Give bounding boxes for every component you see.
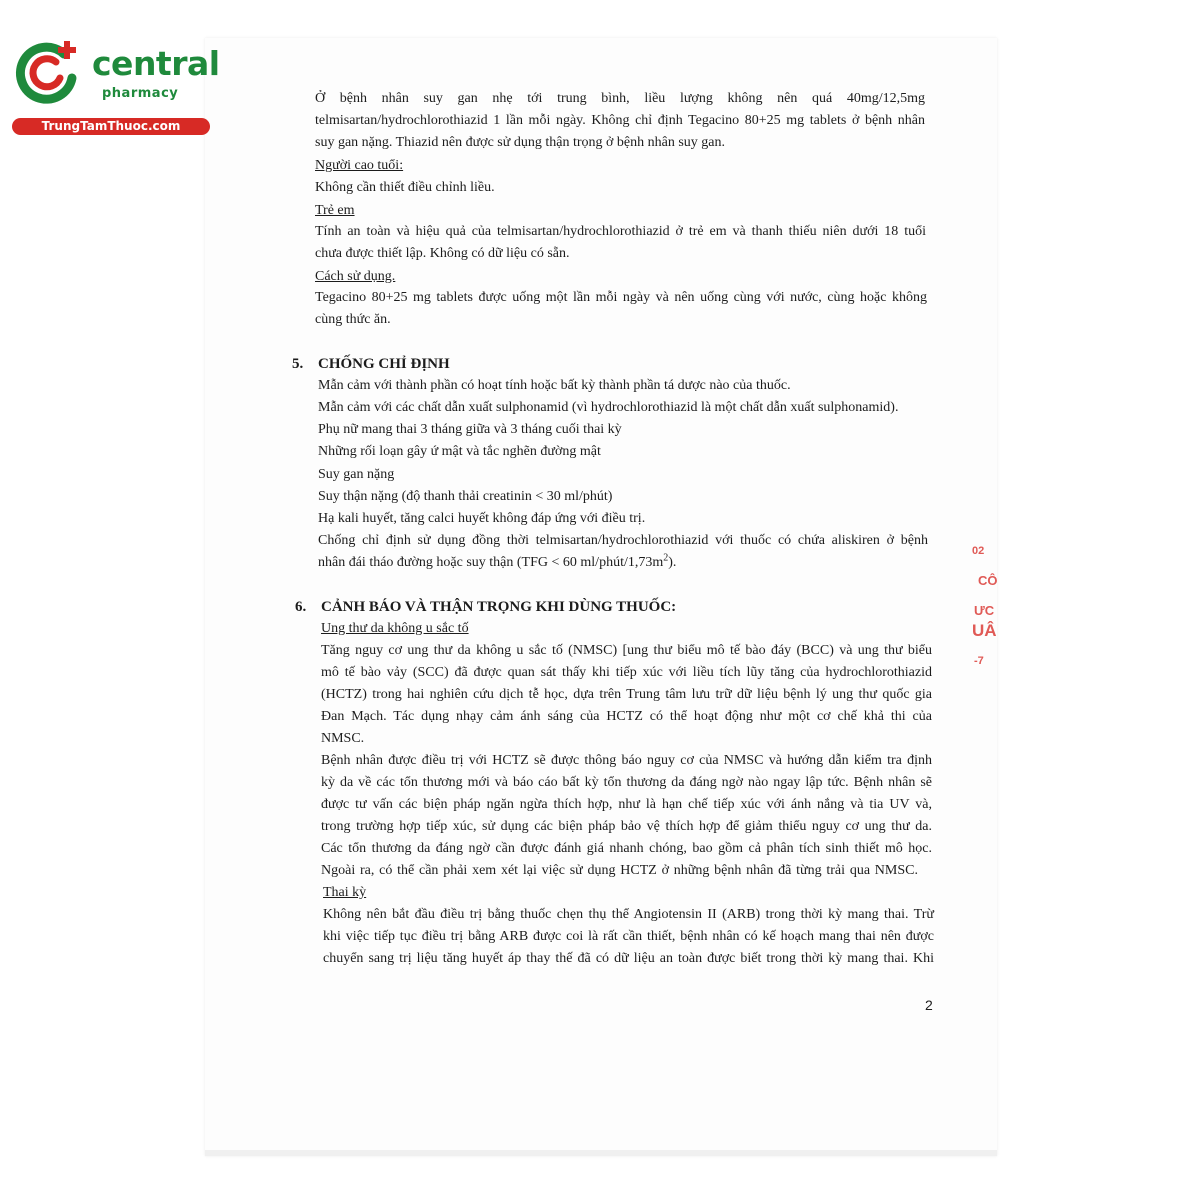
text-line: Tegacino 80+25 mg tablets được uống một lần mỗi ngày và nên uống cùng với nước, cùng hoặc không: [315, 290, 927, 305]
section-heading-5: [292, 353, 450, 375]
text-line: Không cần thiết điều chỉnh liều.: [315, 180, 495, 195]
list-item-text-end: ).: [668, 555, 677, 570]
central-pharmacy-logo[interactable]: [12, 38, 220, 138]
superscript: 2: [663, 552, 669, 564]
list-item: Những rối loạn gây ứ mật và tắc nghẽn đường mật: [318, 444, 601, 459]
text-line: Ngoài ra, có thể cần phải xem xét lại việc sử dụng HCTZ ở những bệnh nhân đã từng trải qua NMSC.: [321, 863, 918, 878]
subheading-nmsc: Ung thư da không u sắc tố: [321, 621, 469, 636]
logo-name: central: [92, 44, 220, 83]
subheading-children: Trẻ em: [315, 203, 355, 218]
list-item: [318, 552, 676, 574]
text-line: kỳ da về các tổn thương mới và báo cáo bất kỳ tổn thương da đáng ngờ nào ngay lập tức. Bệnh nhân sẽ: [321, 775, 932, 790]
page-edge: [205, 1150, 997, 1156]
stamp-text: -7: [974, 655, 984, 667]
text-line: chưa được thiết lập. Không có dữ liệu có sẵn.: [315, 246, 570, 261]
stamp-text: 02: [972, 545, 985, 557]
stamp-text: UÂ: [972, 621, 997, 640]
section-heading-6: [295, 596, 676, 618]
list-item: Phụ nữ mang thai 3 tháng giữa và 3 tháng cuối thai kỳ: [318, 422, 622, 437]
list-item: Mẫn cảm với các chất dẫn xuất sulphonamid (vì hydrochlorothiazid là một chất dẫn xuất sulphonamid).: [318, 400, 899, 415]
logo-url[interactable]: TrungTamThuoc.com: [12, 118, 210, 135]
list-item: Suy gan nặng: [318, 467, 395, 482]
list-item: Suy thận nặng (độ thanh thải creatinin < 30 ml/phút): [318, 489, 613, 504]
text-line: mô tế bào vảy (SCC) đã được quan sát thấy khi tiếp xúc với liều tích lũy tăng của hydrochlorothiazid: [321, 665, 932, 680]
official-stamp: [960, 545, 1000, 695]
subheading-pregnancy: Thai kỳ: [323, 885, 367, 900]
stamp-text: ƯC: [974, 603, 995, 618]
list-item: Mẫn cảm với thành phần có hoạt tính hoặc bất kỳ thành phần tá dược nào của thuốc.: [318, 378, 791, 393]
list-item: Hạ kali huyết, tăng calci huyết không đáp ứng với điều trị.: [318, 511, 646, 526]
text-line: Đan Mạch. Tác dụng nhạy cảm ánh sáng của HCTZ có thể hoạt động như một cơ chế khả thi của: [321, 709, 932, 724]
section-title: CẢNH BÁO VÀ THẬN TRỌNG KHI DÙNG THUỐC:: [321, 599, 677, 615]
list-item-text: nhân đái tháo đường hoặc suy thận (TFG < 60 ml/phút/1,73m: [318, 555, 664, 570]
text-line: trong trường hợp tiếp xúc, sử dụng các biện pháp bảo vệ thích hợp để giảm thiểu nguy cơ ung thư da.: [321, 819, 932, 834]
text-line: (HCTZ) trong hai nghiên cứu dịch tễ học, dựa trên Trung tâm lưu trữ dữ liệu bệnh lý ung thư quốc gia: [321, 687, 932, 702]
stamp-text: CÔ: [978, 573, 998, 588]
section-number: 5.: [292, 356, 304, 372]
text-line: Không nên bắt đầu điều trị bằng thuốc chẹn thụ thể Angiotensin II (ARB) trong thời kỳ mang thai. Trừ: [323, 907, 934, 922]
text-line: telmisartan/hydrochlorothiazid 1 lần mỗi ngày. Không chỉ định Tegacino 80+25 mg tablets ở bệnh nhân: [315, 113, 925, 128]
text-line: khi việc tiếp tục điều trị bằng ARB được coi là rất cần thiết, bệnh nhân có kế hoạch mang thai nên được: [323, 929, 934, 944]
text-line: Các tổn thương da đáng ngờ cần được đánh giá nhanh chóng, bao gồm cả phân tích sinh thiết mô học.: [321, 841, 932, 856]
text-line: chuyển sang trị liệu tăng huyết áp thay thế đã có dữ liệu an toàn được biết trong thời kỳ mang thai. Khi: [323, 951, 934, 966]
text-line: Bệnh nhân được điều trị với HCTZ sẽ được thông báo nguy cơ của NMSC và hướng dẫn kiểm tra định: [321, 753, 932, 768]
subheading-usage: Cách sử dụng.: [315, 269, 396, 284]
section-title: CHỐNG CHỈ ĐỊNH: [318, 356, 450, 372]
text-line: NMSC.: [321, 731, 365, 746]
text-line: Tăng nguy cơ ung thư da không u sắc tố (NMSC) [ung thư biểu mô tế bào đáy (BCC) và ung thư biểu: [321, 643, 932, 658]
subheading-elderly: Người cao tuổi:: [315, 158, 404, 173]
list-item: Chống chỉ định sử dụng đồng thời telmisartan/hydrochlorothiazid với thuốc có chứa aliskiren ở bệnh: [318, 533, 928, 548]
text-line: Ở bệnh nhân suy gan nhẹ tới trung bình, liều lượng không nên quá 40mg/12,5mg: [315, 91, 925, 106]
page-number: 2: [925, 997, 933, 1013]
text-line: Tính an toàn và hiệu quả của telmisartan/hydrochlorothiazid ở trẻ em và thanh thiếu niên dưới 18 tuổi: [315, 224, 926, 239]
text-line: suy gan nặng. Thiazid nên được sử dụng thận trọng ở bệnh nhân suy gan.: [315, 135, 725, 150]
text-line: cùng thức ăn.: [315, 312, 391, 327]
logo-subtitle: pharmacy: [102, 86, 179, 101]
section-number: 6.: [295, 599, 307, 615]
text-line: được tư vấn các biện pháp ngăn ngừa thích hợp, như là hạn chế tiếp xúc với ánh nắng và tia UV và,: [321, 797, 932, 812]
pharmacy-cross-icon: [12, 38, 84, 104]
